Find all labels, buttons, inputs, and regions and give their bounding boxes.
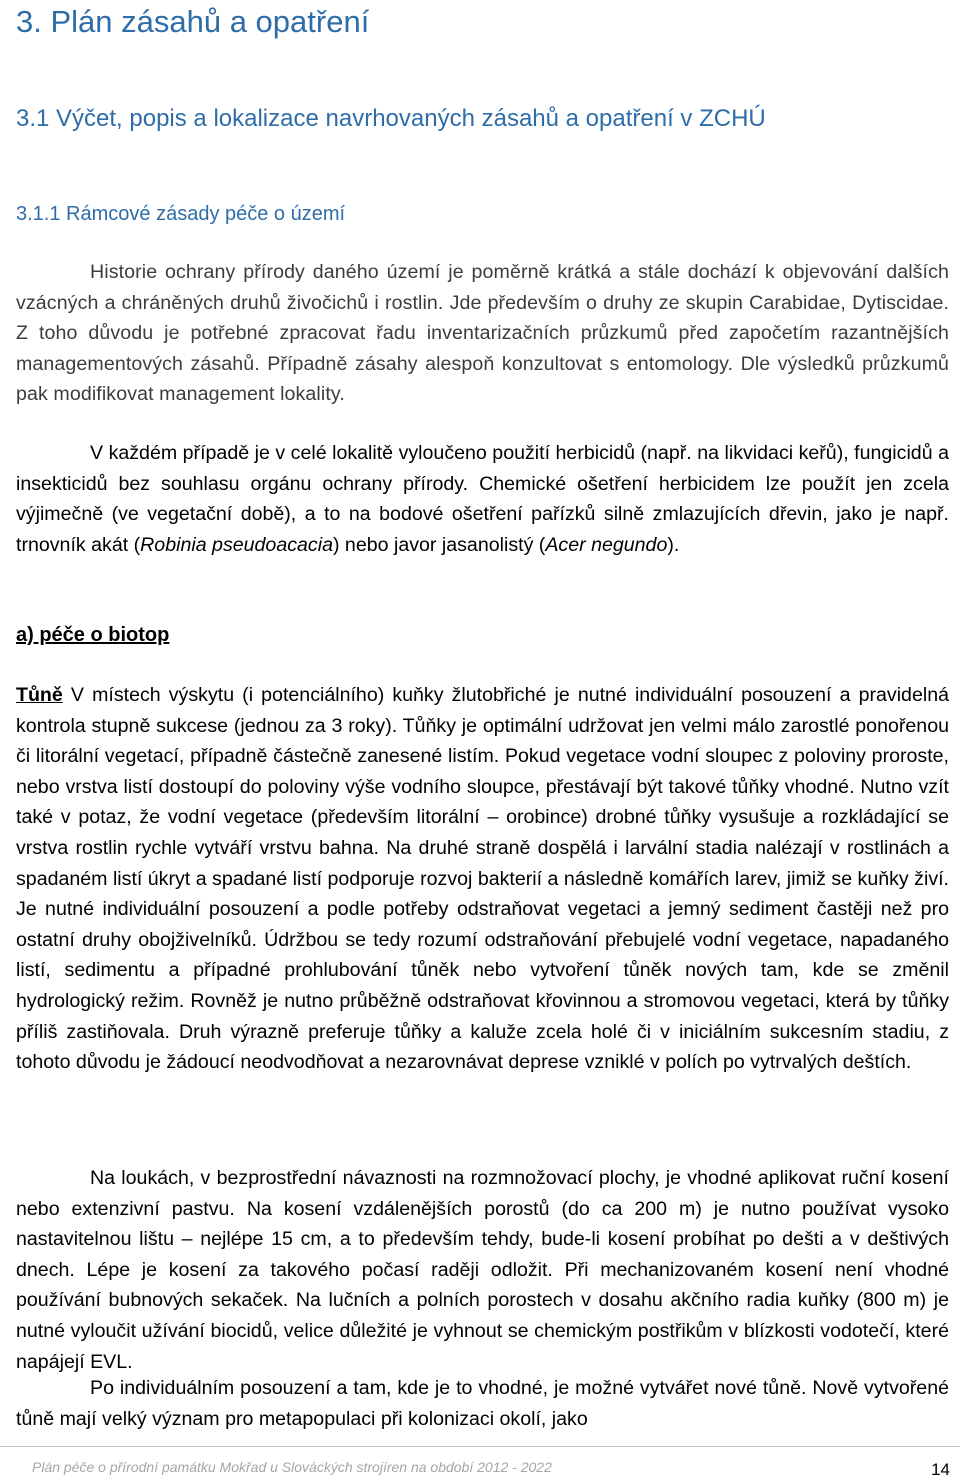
species-robinia: Robinia pseudoacacia: [140, 533, 333, 556]
section-heading: 3.1 Výčet, popis a lokalizace navrhovaných zásahů a opatření v ZCHÚ: [16, 105, 766, 132]
intro-paragraph: Historie ochrany přírody daného území je poměrně krátká a stále dochází k objevování dalších vzácných a chráněných druhů živočichů i rostlin. Jde především o druhy ze skupin Carabidae, Dytiscidae. Z toho důvodu je potřebné zpracovat řadu inventarizačních průzkumů před započetím razantnějších managementových zásahů. Případně zásahy alespoň konzultovat s entomology. Dle výsledků průzkumů pak modifikovat management lokality.: [16, 261, 949, 406]
tune-term: Tůně: [16, 684, 63, 706]
herbicide-paragraph: [16, 438, 949, 560]
chapter-heading: 3. Plán zásahů a opatření: [16, 4, 370, 39]
herbicide-text-1: V každém případě je v celé lokalitě vyloučeno použití herbicidů (např. na likvidaci keřů), fungicidů a insekticidů bez souhlasu orgánu ochrany přírody. Chemické ošetření herbicidem lze použít jen zcela výjimečně (ve vegetační době), a to na bodové ošetření pařízků silně zmlazujících dřevin, jako je např. trnovník akát (: [16, 442, 949, 556]
biotop-heading: a) péče o biotop: [16, 624, 170, 646]
footer-divider: [0, 1446, 960, 1447]
herbicide-text-3: ).: [667, 533, 680, 556]
new-pools-paragraph: Po individuálním posouzení a tam, kde je to vhodné, je možné vytvářet nové tůně. Nově vytvořené tůně mají velký význam pro metapopulaci při kolonizaci okolí, jako: [16, 1377, 949, 1430]
footer-text: Plán péče o přírodní památku Mokřad u Slováckých strojíren na období 2012 - 2022: [32, 1459, 552, 1475]
tune-text: V místech výskytu (i potenciálního) kuňky žlutobřiché je nutné individuální posouzení a pravidelná kontrola stupně sukcese (jednou za 3 roky). Tůňky je optimální udržovat jen velmi málo zarostlé ponořenou či litorální vegetací, případně částečně zanesené listím. Pokud vegetace vodní sloupec z poloviny proroste, nebo vrstva listí dostoupí do poloviny výše vodního sloupce, přestávají být takové tůňky vhodné. Nutno vzít také v potaz, že vodní vegetace (především litorální – orobince) drobné tůňky vysušuje a rozkládající se vrstva rostlin rychle vytváří vrstvu bahna. Na druhé straně dospělá i larvální stadia nalézají v rostlinách a spadaném listí úkryt a spadané listí podporuje rozvoj bakterií a následně komářích larev, jimiž se kuňky živí. Je nutné individuální posouzení a podle potřeby odstraňovat vegetaci a jemný sediment častěji než pro ostatní druhy obojživelníků. Údržbou se tedy rozumí odstraňování přebujelé vodní vegetace, napadaného listí, sedimentu a případné prohlubování tůněk nebo vytvoření tůněk nových tam, kde se změnil hydrologický režim. Rovněž je nutno průběžně odstraňovat křovinnou a stromovou vegetaci, která by tůňky příliš zastiňovala. Druh výrazně preferuje tůňky a kaluže zcela holé či v iniciálním sukcesním stadiu, z tohoto důvodu je žádoucí neodvodňovat a nezarovnávat deprese vzniklé v polích po vytrvalých deštích.: [16, 684, 949, 1074]
meadow-paragraph: Na loukách, v bezprostřední návaznosti na rozmnožovací plochy, je vhodné aplikovat ruční kosení nebo extenzivní pastvu. Na kosení vzdálenějších porostů (do ca 200 m) je nutno používat vysoko nastavitelnou lištu – nejlépe 15 cm, a to především tehdy, bude-li kosení probíhat po dešti a v deštivých dnech. Lépe je kosení za takového počasí raději odložit. Při mechanizovaném kosení není vhodné používání bubnových sekaček. Na lučních a polních porostech v dosahu akčního radia kuňky (800 m) je nutné vyloučit užívání biocidů, velice důležité je vyhnout se chemickým postřikům v blízkosti vodotečí, které napájejí EVL.: [16, 1167, 949, 1373]
tune-paragraph: [16, 680, 949, 1078]
page-number: 14: [931, 1460, 950, 1479]
herbicide-text-2: ) nebo javor jasanolistý (: [332, 533, 546, 556]
species-acer: Acer negundo: [545, 533, 668, 556]
subsection-heading: 3.1.1 Rámcové zásady péče o území: [16, 203, 346, 225]
